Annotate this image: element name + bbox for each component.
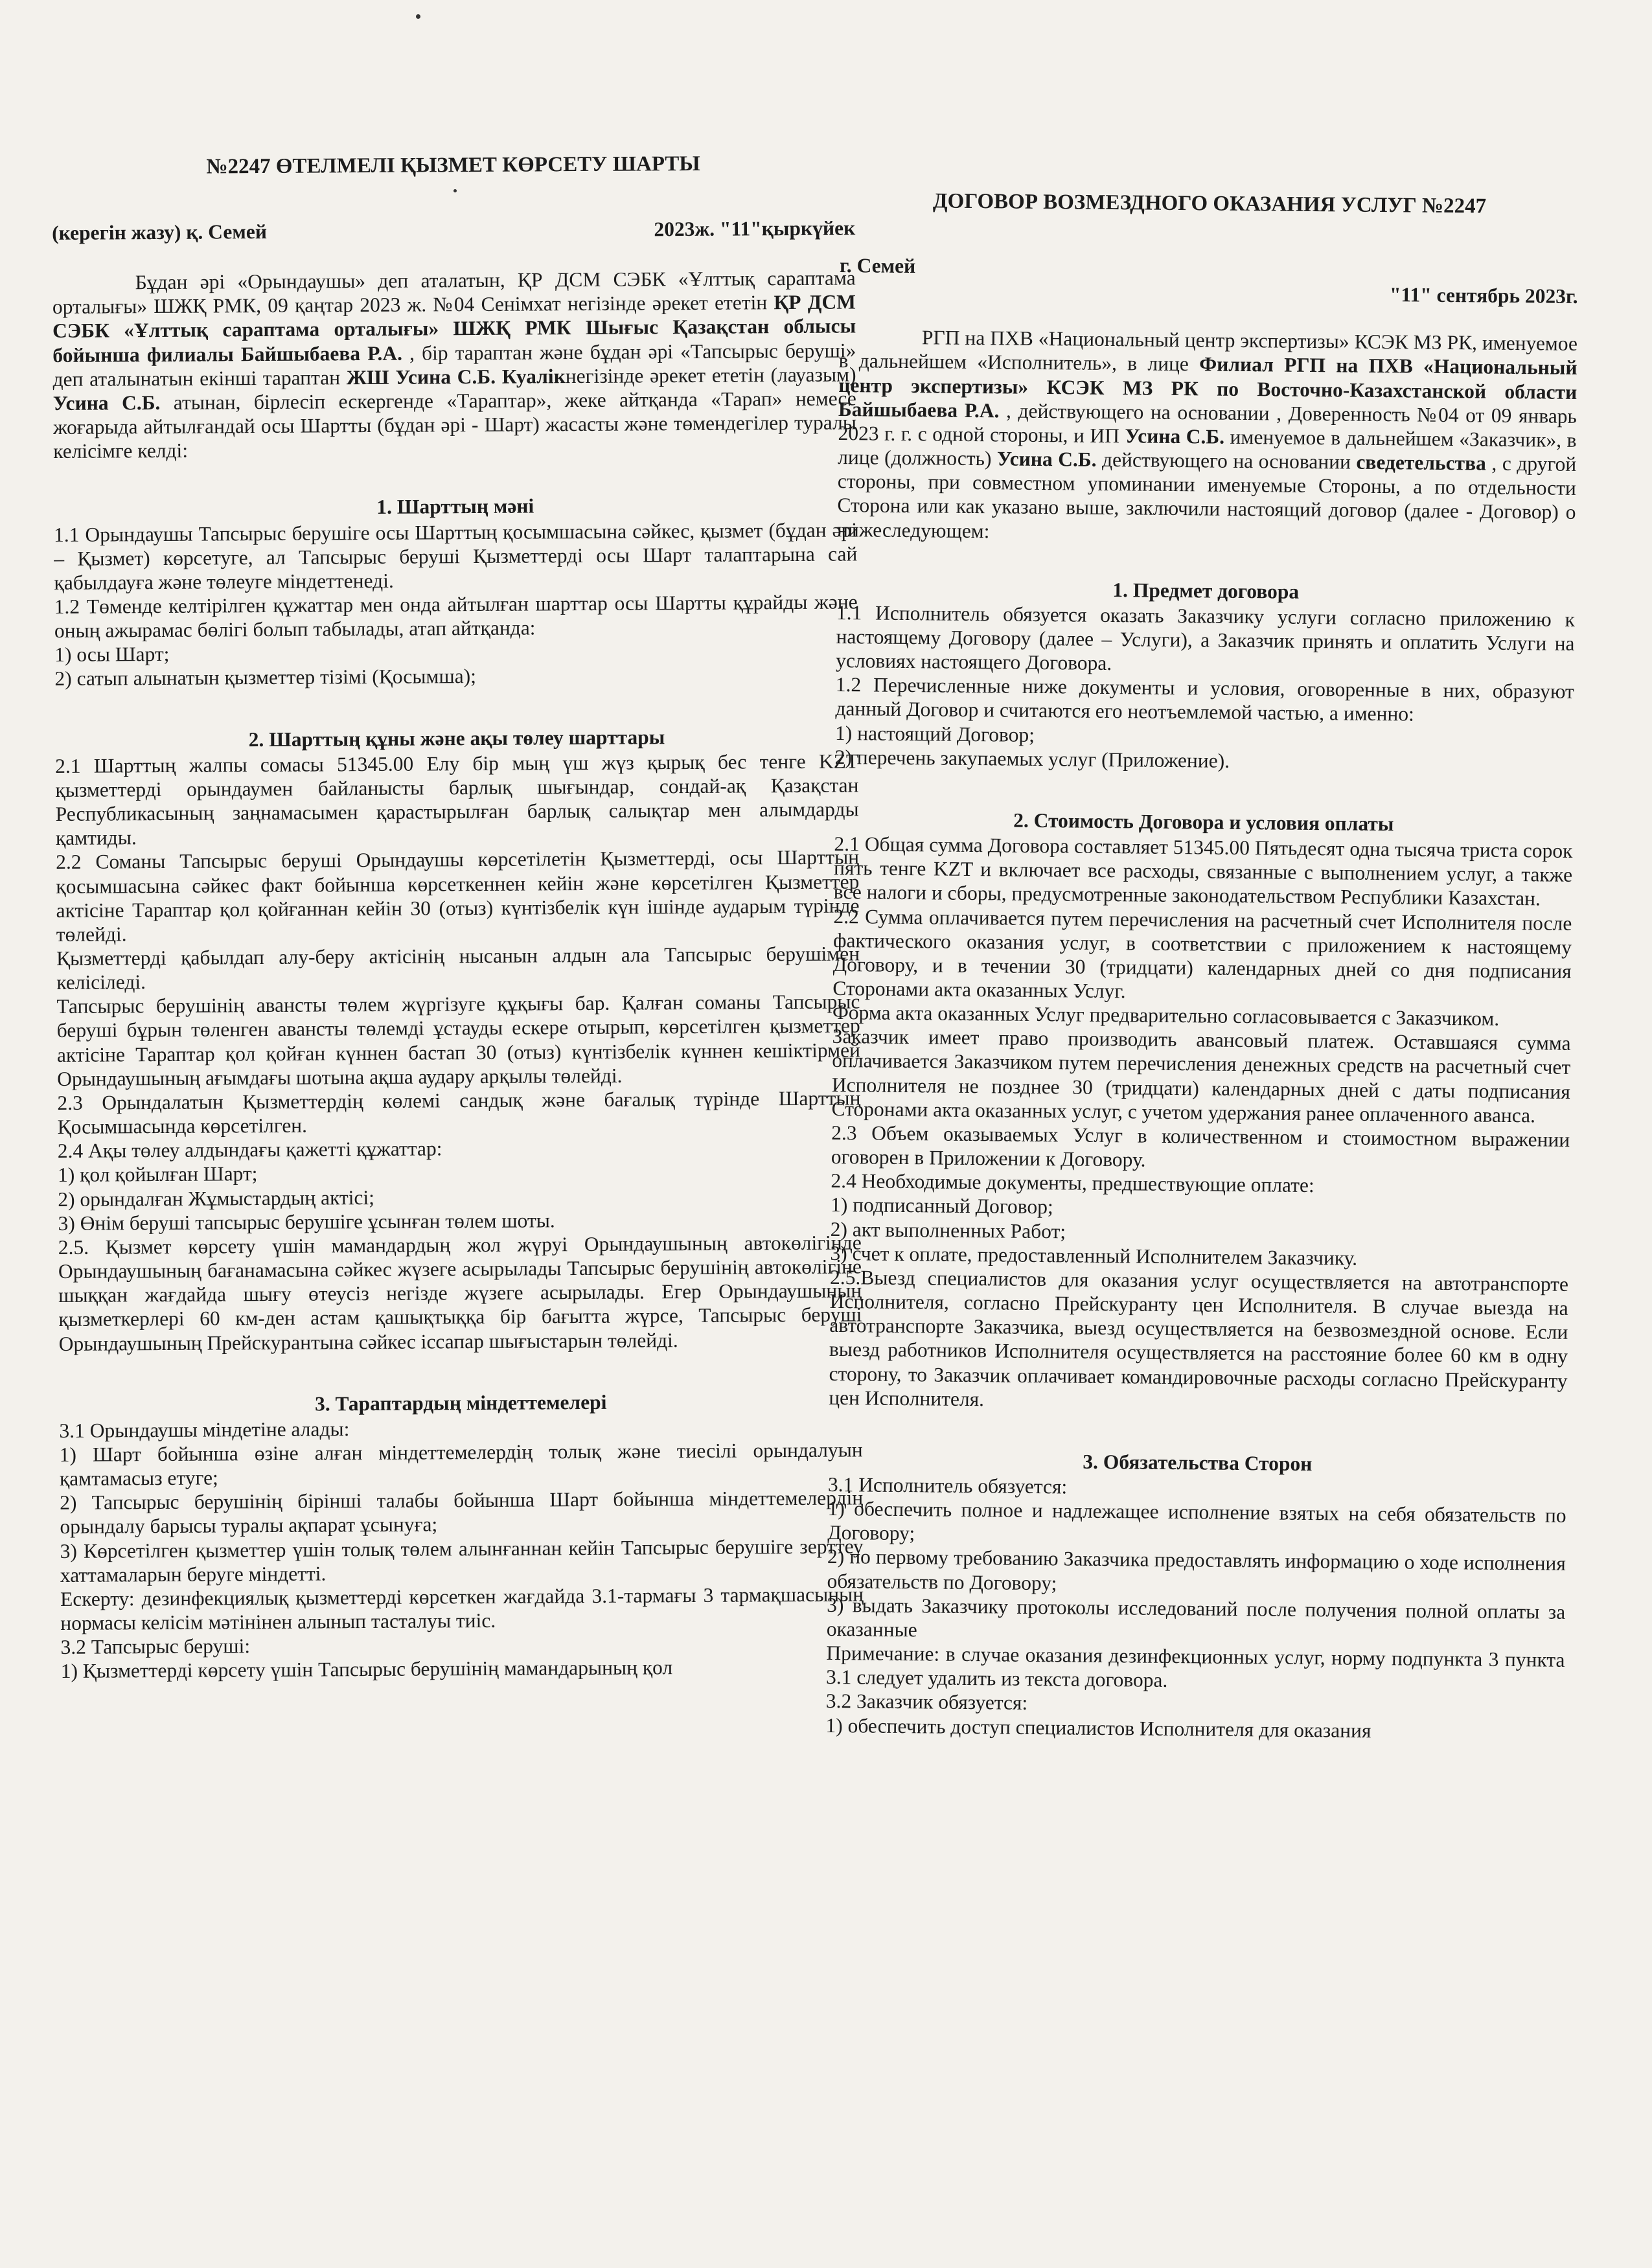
russian-clause: 3) счет к оплате, предоставленный Исполнителем Заказчику.: [830, 1241, 1358, 1270]
kazakh-clause: 3.2 Тапсырыс беруші:: [60, 1634, 251, 1659]
kazakh-column: [51, 0, 864, 1684]
kazakh-section-2-heading: 2. Шарттың құны және ақы төлеу шарттары: [248, 725, 665, 751]
kazakh-section-3-heading: 3. Тараптардың міндеттемелері: [314, 1390, 607, 1415]
russian-date: "11" сентябрь 2023г.: [1389, 283, 1578, 308]
russian-clause: 3) выдать Заказчику протоколы исследований после получения полной оплаты за оказанные: [826, 1593, 1566, 1642]
kazakh-intro-paragraph: Бұдан әрі «Орындаушы» деп аталатын, ҚР ДСМ СЭБК «Ұлттық сараптама орталығы» ШЖҚ РМК, 09 қаңтар 2023 ж. №04 Сенімхат негізінде әрекет ететін ҚР ДСМ СЭБК «Ұлттық сараптама орталығы» ШЖҚ РМК Шығыс Қазақстан облысы бойынша филиалы Байшыбаева Р.А. , бір тараптан және бұдан әрі «Тапсырыс беруші» деп аталынатын екінші тараптан ЖШ Усина С.Б. Куалікнегізінде әрекет ететін (лауазым) Усина С.Б. атынан, бірлесіп ескергенде «Тараптар», жеке айтқанда «Тарап» немесе жоғарыда айтылғандай осы Шартты (бұдан әрі - Шарт) жасасты және төмендегілер туралы келісімге келді:: [52, 266, 857, 463]
kazakh-clause: 1) осы Шарт;: [54, 643, 170, 667]
russian-clause: 1.2 Перечисленные ниже документы и условия, оговоренные в них, образуют данный Договор и считаются его неотъемлемой частью, а именно:: [835, 673, 1574, 726]
kazakh-clause: 1) Қызметтерді көрсету үшін Тапсырыс берушінің мамандарының қол: [60, 1656, 673, 1683]
russian-clause: 2.2 Сумма оплачивается путем перечисления на расчетный счет Исполнителя после фактического оказания услуг, в соответствии с приложением к настоящему Договору, и в течении 30 (тридцати) календарных дней со дня подписания Сторонами акта оказанных Услуг.: [832, 904, 1572, 1003]
kazakh-clause: 2.1 Шарттың жалпы сомасы 51345.00 Елу бір мың үш жүз қырық бес тенге KZT қызметтерді орындаумен байланысты барлық шығындар, сондай-ақ Қазақстан Республикасының заңнамасымен қарастырылған барлық салықтар мен алымдарды қамтиды.: [55, 750, 859, 850]
russian-contract-title: ДОГОВОР ВОЗМЕЗДНОГО ОКАЗАНИЯ УСЛУГ №2247: [932, 189, 1487, 218]
kazakh-clause: 2.3 Орындалатын Қызметтердің көлемі сандық және бағалық түрінде Шарттың Қосымшасында көрсетілген.: [57, 1086, 861, 1139]
russian-clause: 2.5.Выезд специалистов для оказания услуг осуществляется на автотранспорте Исполнителя, согласно Прейскуранту цен Исполнителя. В случае выезда на автотранспорте Заказчика, выезд осуществляется на безвозмездной основе. Если выезд работников Исполнителя осуществляется на расстояние более 60 км в одну сторону, то Заказчик оплачивает командировочные расходы согласно Прейскуранту цен Исполнителя.: [829, 1265, 1569, 1410]
kazakh-clause: Қызметтерді қабылдап алу-беру актісінің нысанын алдын ала Тапсырыс берушімен келісіледі.: [56, 942, 860, 994]
russian-clause: 2.4 Необходимые документы, предшествующие оплате:: [831, 1169, 1314, 1197]
russian-clause: 2.3 Объем оказываемых Услуг в количественном и стоимостном выражении оговорен в Приложении к Договору.: [831, 1121, 1570, 1171]
kazakh-clause: 2) Тапсырыс берушінің бірінші талабы бойынша Шарт бойынша міндеттемелердің орындалу барысы туралы ақпарат ұсынуға;: [60, 1486, 864, 1539]
kazakh-place: (керегін жазу) қ. Семей: [52, 220, 268, 244]
kazakh-contract-title: №2247 ӨТЕЛМЕЛІ ҚЫЗМЕТ КӨРСЕТУ ШАРТЫ: [206, 152, 700, 179]
russian-clause: 2.1 Общая сумма Договора составляет 51345.00 Пятьдесят одна тысяча триста сорок пять тенге KZT и включает все расходы, связанные с выполнением услуг, а также все налоги и сборы, предусмотренные законодательством Республики Казахстан.: [833, 832, 1573, 910]
kazakh-clause: Ескерту: дезинфекциялық қызметтерді көрсеткен жағдайда 3.1-тармағы 3 тармақшасының нормасы келісім мәтінінен алынып тасталуы тиіс.: [60, 1583, 864, 1635]
russian-clause: 3.2 Заказчик обязуется:: [825, 1690, 1028, 1715]
russian-clause: 1) обеспечить полное и надлежащее исполнение взятых на себя обязательств по Договору;: [827, 1497, 1566, 1545]
russian-clause: 1) настоящий Договор;: [834, 721, 1035, 746]
russian-section-2-heading: 2. Стоимость Договора и условия оплаты: [1013, 808, 1394, 836]
kazakh-clause: 3) Өнім беруші тапсырыс берушіге ұсынған төлем шоты.: [58, 1208, 555, 1235]
russian-place-date-line: [840, 253, 1579, 308]
kazakh-clause: 2.4 Ақы төлеу алдындағы қажетті құжаттар:: [57, 1137, 442, 1163]
russian-clause: 1.1 Исполнитель обязуется оказать Заказчику услуги согласно приложению к настоящему Договору (далее – Услуги), а Заказчик принять и оплатить Услуги на условиях настоящего Договора.: [836, 601, 1576, 675]
russian-clause: Заказчик имеет право производить авансовый платеж. Оставшаяся сумма оплачивается Заказчиком путем перечисления денежных средств на расчетный счет Исполнителя не позднее 30 (тридцати) календарных дней с даты подписания Сторонами акта оказанных услуг, с учетом удержания ранее оплаченного аванса.: [831, 1025, 1571, 1127]
kazakh-clause: 2) сатып алынатын қызметтер тізімі (Қосымша);: [54, 665, 477, 691]
russian-clause: 2) перечень закупаемых услуг (Приложение).: [834, 745, 1230, 772]
kazakh-place-date-line: [52, 216, 855, 245]
russian-clause: Форма акта оказанных Услуг предварительно согласовывается с Заказчиком.: [832, 1001, 1500, 1030]
russian-clause: 3.1 Исполнитель обязуется:: [827, 1472, 1068, 1498]
russian-column: [825, 0, 1581, 1742]
kazakh-clause: 1.2 Төменде келтірілген құжаттар мен онда айтылған шарттар осы Шартты құрайды және оның ажырамас бөлігі болып табылады, атап айтқанда:: [54, 590, 858, 643]
russian-clause: 2) по первому требованию Заказчика предоставлять информацию о ходе исполнения обязательств по Договору;: [827, 1545, 1566, 1594]
russian-section-3-heading: 3. Обязательства Сторон: [1083, 1450, 1313, 1475]
russian-clause: 2) акт выполненных Работ;: [830, 1217, 1066, 1243]
kazakh-clause: 1.1 Орындаушы Тапсырыс берушіге осы Шарттың қосымшасына сәйкес, қызмет (бұдан әрі – Қызмет) көрсетуге, ал Тапсырыс беруші Қызметтерді осы Шарт талаптарына сай қабылдауға және төлеуге міндеттенеді.: [53, 518, 858, 594]
kazakh-date: 2023ж. "11"қыркүйек: [654, 216, 856, 241]
kazakh-clause: 2.2 Соманы Тапсырыс беруші Орындаушы көрсетілетін Қызметтерді, осы Шарттың қосымшасына сәйкес факт бойынша көрсеткеннен кейін және көрсетілген Қызметтер актісіне Тараптар қол қойғаннан кейін 30 (отыз) күнтізбелік күн ішінде аударым түрінде төлейді.: [56, 845, 860, 946]
kazakh-clause: 3.1 Орындаушы міндетіне алады:: [59, 1417, 350, 1442]
kazakh-section-1-heading: 1. Шарттың мәні: [376, 494, 534, 519]
russian-clause: Примечание: в случае оказания дезинфекционных услуг, норму подпункта 3 пункта 3.1 следует удалить из текста договора.: [825, 1641, 1565, 1692]
kazakh-clause: 1) Шарт бойынша өзіне алған міндеттемелердің толық және тиесілі орындалуын қамтамасыз етуге;: [59, 1438, 863, 1491]
russian-section-1-heading: 1. Предмет договора: [1112, 578, 1300, 603]
russian-clause: 1) подписанный Договор;: [830, 1193, 1053, 1219]
kazakh-clause: Тапсырыс берушінің авансты төлем жүргізуге құқығы бар. Қалған соманы Тапсырыс беруші бұрын төленген авансты төлемді ұстауды ескере отырып, көрсетілген қызметтер актісіне Тараптар қол қойған күннен бастап 30 (отыз) күнтізбелік күннен кешіктірмей Орындаушының ағымдағы шотына ақша аудару арқылы төлейді.: [56, 990, 861, 1090]
russian-place: г. Семей: [839, 253, 916, 278]
kazakh-clause: 3) Көрсетілген қызметтер үшін толық төлем алынғаннан кейін Тапсырыс берушіге зерттеу хаттамаларын беруге міндетті.: [60, 1534, 864, 1586]
kazakh-clause: 2) орындалған Жұмыстардың актісі;: [58, 1186, 374, 1211]
russian-clause: 1) обеспечить доступ специалистов Исполнителя для оказания: [825, 1713, 1371, 1742]
kazakh-clause: 2.5. Қызмет көрсету үшін мамандардың жол жүруі Орындаушының автокөлігінде Орындаушының бағанамасына сәйкес жүзеге асырылады Тапсырыс берушінің автокөлігіне шыққан жағдайда шығу өтеусіз негізде жүзеге асырылады. Егер Орындаушының қызметкерлері 60 км-ден астам қашықтыққа бір бағытта жүрсе, Тапсырыс беруші Орындаушының Прейскурантына сәйкес іссапар шығыстарын төлейді.: [58, 1231, 862, 1355]
kazakh-clause: 1) қол қойылған Шарт;: [57, 1162, 258, 1187]
russian-intro-paragraph: РГП на ПХВ «Национальный центр экспертизы» КСЭК МЗ РК, именуемое в дальнейшем «Исполнитель», в лице Филиал РГП на ПХВ «Национальный центр экспертизы» КСЭК МЗ РК по Восточно-Казахстанской области Байшыбаева Р.А. , действующего на основании , Доверенность №04 от 09 январь 2023 г. г. с одной стороны, и ИП Усина С.Б. именуемое в дальнейшем «Заказчик», в лице (должность) Усина С.Б. действующего на основании сведетельства , с другой стороны, при совместном упоминании именуемые Стороны, а по отдельности Сторона или как указано выше, заключили настоящий договор (далее - Договор) о нижеследующем:: [836, 326, 1578, 542]
